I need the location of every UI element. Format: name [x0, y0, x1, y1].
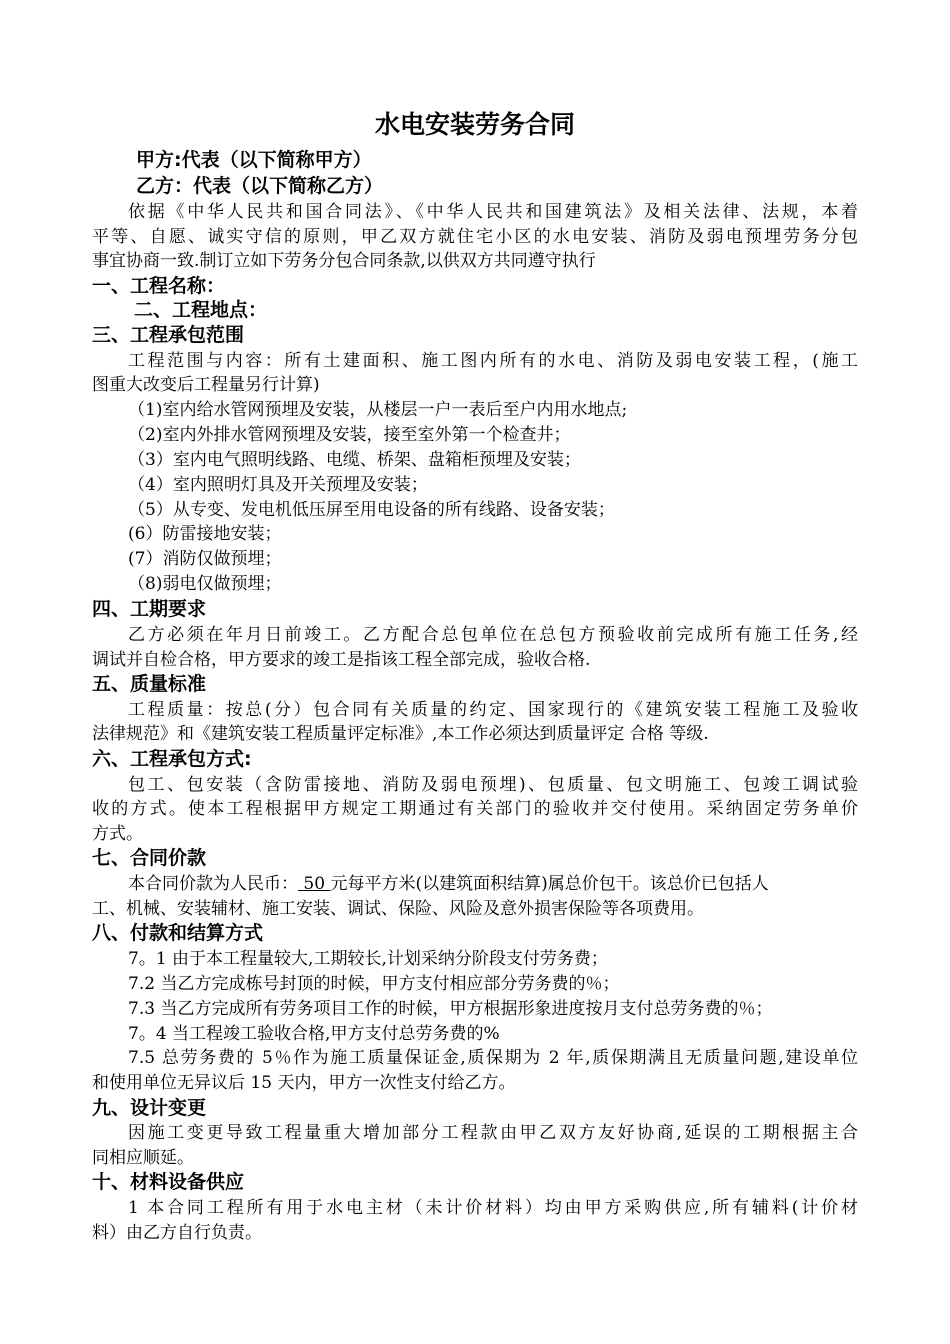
section-3-heading: 三、工程承包范围: [92, 324, 245, 346]
section-9-line-1: 因施工变更导致工程量重大增加部分工程款由甲乙双方友好协商,延误的工期根据主合: [128, 1123, 858, 1143]
scope-item-6: (6）防雷接地安装；: [128, 524, 282, 544]
party-b-line: 乙方：代表（以下简称乙方）: [136, 175, 384, 197]
section-9-line-2: 同相应顺延。: [92, 1148, 194, 1168]
section-3-line-1: 工程范围与内容：所有土建面积、施工图内所有的水电、消防及弱电安装工程，(施工: [128, 351, 858, 371]
section-6-line-2: 收的方式。使本工程根据甲方规定工期通过有关部门的验收并交付使用。采纳固定劳务单价: [92, 799, 858, 819]
intro-line-1: 依据《中华人民共和国合同法》、《中华人民共和国建筑法》及相关法律、法规，本着: [128, 202, 858, 222]
price-suffix: 元每平方米(以建筑面积结算)属总价包干。该总价已包括人: [330, 874, 769, 894]
section-6-line-1: 包工、包安装（含防雷接地、消防及弱电预埋)、包质量、包文明施工、包竣工调试验: [128, 775, 858, 795]
price-prefix: 本合同价款为人民币：: [128, 874, 298, 894]
payment-clause-7-4: 7。4 当工程竣工验收合格,甲方支付总劳务费的%: [128, 1024, 500, 1044]
unit-price-value: 50: [303, 874, 326, 894]
scope-item-3: （3）室内电气照明线路、电缆、桥架、盘箱柜预埋及安装；: [128, 450, 581, 470]
section-10-line-2: 料）由乙方自行负责。: [92, 1223, 262, 1243]
party-a-line: 甲方:代表（以下简称甲方）: [136, 149, 372, 171]
intro-line-2: 平等、自愿、诚实守信的原则，甲乙双方就住宅小区的水电安装、消防及弱电预埋劳务分包: [92, 227, 858, 247]
section-5-line-2: 法律规范》和《建筑安装工程质量评定标准》,本工作必须达到质量评定 合格 等级.: [92, 724, 709, 744]
payment-clause-7-5: 7.5 总劳务费的 5％作为施工质量保证金,质保期为 2 年,质保期满且无质量问题,建设单位: [128, 1048, 858, 1068]
section-9-heading: 九、设计变更: [92, 1097, 207, 1119]
scope-item-5: （5）从专变、发电机低压屏至用电设备的所有线路、设备安装；: [128, 500, 615, 520]
scope-item-7: (7）消防仅做预埋；: [128, 549, 282, 569]
section-5-heading: 五、质量标准: [92, 673, 207, 695]
section-10-heading: 十、材料设备供应: [92, 1171, 245, 1193]
intro-line-3: 事宜协商一致.制订立如下劳务分包合同条款,以供双方共同遵守执行: [92, 251, 596, 271]
scope-item-2: （2)室内外排水管网预埋及安装，接至室外第一个检查井；: [128, 425, 571, 445]
section-1-heading: 一、工程名称：: [92, 275, 226, 297]
payment-clause-7-2: 7.2 当乙方完成栋号封顶的时候，甲方支付相应部分劳务费的％；: [128, 974, 620, 994]
section-4-line-2: 调试并自检合格，甲方要求的竣工是指该工程全部完成，验收合格.: [92, 650, 591, 670]
section-7-line-2: 工、机械、安装辅材、施工安装、调试、保险、风险及意外损害保险等各项费用。: [92, 899, 704, 919]
document-title: 水电安装劳务合同: [374, 110, 575, 139]
section-8-heading: 八、付款和结算方式: [92, 922, 264, 944]
section-4-line-1: 乙方必须在年月日前竣工。乙方配合总包单位在总包方预验收前完成所有施工任务,经: [128, 625, 858, 645]
section-7-heading: 七、合同价款: [92, 847, 207, 869]
section-5-line-1: 工程质量：按总(分）包合同有关质量的约定、国家现行的《建筑安装工程施工及验收: [128, 700, 858, 720]
section-4-heading: 四、工期要求: [92, 598, 207, 620]
payment-clause-7-3: 7.3 当乙方完成所有劳务项目工作的时候，甲方根据形象进度按月支付总劳务费的％；: [128, 999, 773, 1019]
section-7-line-1: [128, 872, 769, 896]
payment-clause-7-1: 7。1 由于本工程量较大,工期较长,计划采纳分阶段支付劳务费；: [128, 949, 608, 969]
scope-item-4: （4）室内照明灯具及开关预埋及安装；: [128, 475, 428, 495]
section-6-heading: 六、工程承包方式:: [92, 748, 252, 770]
section-10-line-1: 1 本合同工程所有用于水电主材（未计价材料）均由甲方采购供应,所有辅料(计价材: [128, 1198, 858, 1218]
scope-item-8: （8)弱电仅做预埋；: [128, 574, 282, 594]
section-6-line-3: 方式。: [92, 824, 143, 844]
scope-item-1: （1)室内给水管网预埋及安装，从楼层一户一表后至户内用水地点;: [128, 400, 628, 420]
section-3-line-2: 图重大改变后工程量另行计算): [92, 375, 320, 395]
payment-clause-7-5-cont: 和使用单位无异议后 15 天内，甲方一次性支付给乙方。: [92, 1073, 516, 1093]
section-2-heading: 二、工程地点：: [134, 299, 268, 321]
